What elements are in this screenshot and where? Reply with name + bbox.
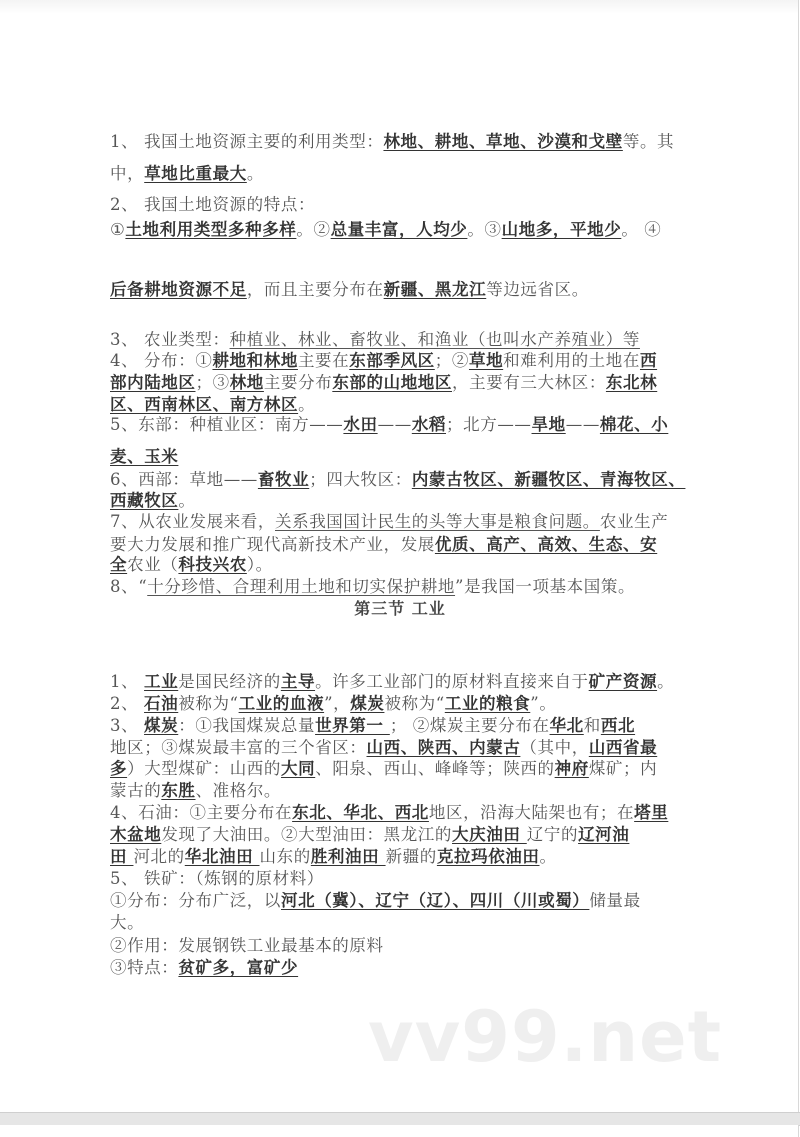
plain-text: 。 [539, 847, 557, 866]
plain-text: 。③ [467, 220, 502, 239]
plain-text: 5、东部：种植业区：南方—— [110, 415, 344, 434]
key-term: 西北 [600, 716, 636, 735]
plain-text: 主要分布 [263, 373, 333, 392]
key-term: 大同 [281, 759, 316, 778]
plain-text: 要大力发展和推广现代高新技术产业，发展 [110, 535, 435, 554]
plain-text: 等。其 [622, 132, 675, 151]
key-term: 辽河油 [578, 825, 630, 844]
section1-item-8-line-3 [110, 551, 273, 575]
plain-text: 发现了大油田。②大型油田：黑龙江的 [161, 825, 453, 844]
plain-text: 地区；③煤炭最丰富的三个省区： [110, 738, 367, 757]
plain-text: ”， [324, 694, 351, 713]
key-term: 煤炭 [350, 694, 385, 713]
plain-text: 和 [583, 716, 601, 735]
plain-text: ①分布：分布广泛，以 [110, 891, 281, 910]
plain-text: —— [377, 415, 412, 434]
plain-text: —— [565, 415, 600, 434]
key-term: 旱地 [531, 415, 566, 434]
key-term: 河北（冀）、辽宁（辽）、四川（川或蜀） [281, 891, 590, 910]
plain-text: 。许多工业部门的原材料直接来自于 [315, 672, 589, 691]
plain-text: 3、 农业类型： [110, 330, 230, 349]
section2-item-5-line-1 [110, 865, 324, 889]
plain-text: 4、石油：①主要分布在 [110, 803, 293, 822]
plain-text: 5、 铁矿：（炼钢的原材料） [110, 869, 324, 888]
plain-text: ③特点： [110, 958, 179, 977]
key-term: 麦、玉米 [110, 447, 179, 466]
key-term: 主导 [280, 672, 316, 691]
plain-text: 4、 分布：① [110, 351, 213, 370]
plain-text: ；北方—— [446, 415, 532, 434]
key-term: 耕地和林地 [212, 351, 298, 370]
section2-item-4-line-3 [110, 843, 557, 867]
plain-text: 山东的 [259, 847, 311, 866]
section1-item-6-line-2 [110, 443, 178, 467]
key-term: 工业的粮食 [444, 694, 531, 713]
plain-text: 地区，沿海大陆架也有；在 [428, 803, 635, 822]
plain-text: ”。 [530, 694, 557, 713]
key-term: 山地多，平地少 [501, 220, 622, 239]
key-term: 煤炭 [144, 716, 179, 735]
key-term: 优质、高产、高效、生态、安 [434, 535, 658, 554]
section1-item-7-line-1 [110, 466, 685, 490]
section2-item-3-line-1 [110, 712, 635, 736]
key-term: 区、西南林区、南方林区 [110, 395, 299, 414]
plain-text: 、阳泉、西山、峰峰等；陕西的 [315, 759, 555, 778]
key-term: 总量丰富，人均少 [330, 220, 468, 239]
plain-text: 农业生产 [599, 512, 669, 531]
key-term: 棉花、小 [599, 415, 669, 434]
key-term: 大庆油田 [452, 825, 527, 844]
key-term: 水稻 [411, 415, 447, 434]
plain-text: 。 [657, 672, 675, 691]
plain-text: 被称为“ [384, 694, 445, 713]
plain-text: 农业（ [127, 555, 179, 574]
plain-text: ① [110, 220, 126, 239]
plain-text: 8、“ [110, 577, 148, 596]
watermark-text: vv99.net [368, 996, 723, 1078]
plain-text: 是国民经济的 [178, 672, 281, 691]
plain-text: 。 [246, 164, 264, 183]
section1-item-1-line-2 [110, 160, 264, 184]
plain-text: ）大型煤矿：山西的 [127, 759, 282, 778]
plain-text: ”是我国一项基本国策。 [455, 577, 636, 596]
key-term: 土地利用类型多种多样 [125, 220, 297, 239]
plain-text: ； ②煤炭主要分布在 [389, 716, 550, 735]
plain-text: 3、 [110, 716, 145, 735]
plain-text: 被称为“ [178, 694, 239, 713]
key-term: 田 [110, 847, 134, 866]
plain-text: 蒙古的 [110, 781, 162, 800]
key-term: 部内陆地区 [110, 373, 196, 392]
section1-item-1-line-1 [110, 128, 674, 152]
underlined-text: 关系我国国计民生的头等大事是粮食问题。 [275, 512, 600, 531]
key-term: 多 [110, 759, 128, 778]
plain-text: 河北的 [133, 847, 185, 866]
section2-item-6-line-1 [110, 887, 641, 911]
key-term: 西 [639, 351, 658, 370]
plain-text: 中， [110, 164, 145, 183]
plain-text: 煤矿；内 [588, 759, 658, 778]
key-term: 华北 [549, 716, 584, 735]
plain-text: 6、西部：草地—— [110, 470, 258, 489]
page-top-shadow [0, 0, 798, 14]
plain-text: 。 ④ [621, 220, 662, 239]
plain-text: 储量最 [589, 891, 641, 910]
key-term: 华北油田 [184, 847, 260, 866]
plain-text: 2、 我国土地资源的特点： [110, 195, 316, 214]
plain-text: 1、 我国土地资源主要的利用类型： [110, 132, 384, 151]
section1-item-5-line-2 [110, 369, 657, 393]
plain-text: ，主要有三大林区： [452, 373, 606, 392]
section2-item-1-line-1 [110, 668, 674, 692]
key-term: 世界第一 [315, 716, 390, 735]
plain-text: ）。 [246, 555, 273, 574]
key-term: 山西、陕西、内蒙古 [366, 738, 521, 757]
plain-text: ；③ [195, 373, 230, 392]
section2-item-8-line-1 [110, 954, 298, 978]
plain-text: 辽宁的 [526, 825, 579, 844]
key-term: 矿产资源 [588, 672, 658, 691]
key-term: 山西省最 [588, 738, 658, 757]
key-term: 林地 [229, 373, 264, 392]
plain-text: 和难利用的土地在 [503, 351, 640, 370]
section1-item-3-line-2 [110, 276, 589, 300]
section2-item-2-line-1 [110, 690, 556, 714]
key-term: 草地比重最大 [144, 164, 247, 183]
key-term: 神府 [554, 759, 589, 778]
underlined-text: 十分珍惜、合理利用土地和切实保护耕地 [147, 577, 456, 596]
key-term: 贫矿多，富矿少 [178, 958, 299, 977]
plain-text: ；② [434, 351, 469, 370]
key-term: 东胜 [161, 781, 196, 800]
section2-item-7-line-1 [110, 932, 384, 956]
plain-text: 。 [298, 395, 316, 414]
section1-item-5-line-1 [110, 347, 657, 371]
plain-text: ②作用：发展钢铁工业最基本的原料 [110, 936, 384, 955]
key-term: 科技兴农 [178, 555, 247, 574]
key-term: 林地、耕地、草地、沙漠和戈壁 [383, 132, 623, 151]
section2-item-3-line-4 [110, 777, 281, 801]
key-term: 工业的血液 [238, 694, 325, 713]
plain-text: 。 [178, 491, 196, 510]
key-term: 草地 [468, 351, 504, 370]
key-term: 东部季风区 [349, 351, 435, 370]
key-term: 内蒙古牧区、新疆牧区、青海牧区、 [411, 470, 686, 489]
section2-item-4-line-2 [110, 821, 629, 845]
key-term: 东北、华北、西北 [292, 803, 429, 822]
plain-text: 、准格尔。 [195, 781, 282, 800]
section1-item-9-line-1 [110, 573, 635, 597]
next-page-edge [0, 1125, 799, 1137]
key-term: 新疆、黑龙江 [383, 280, 487, 299]
section2-item-3-line-3 [110, 755, 657, 779]
key-term: 塔里 [634, 803, 669, 822]
plain-text: 主要在 [297, 351, 350, 370]
key-term: 木盆地 [110, 825, 162, 844]
section1-item-6-line-1 [110, 411, 668, 435]
plain-text: ；四大牧区： [309, 470, 412, 489]
key-term: 东北林 [605, 373, 658, 392]
section1-item-3-line-1 [110, 216, 661, 240]
section1-item-2-line-1 [110, 191, 315, 215]
section1-item-8-line-1 [110, 508, 668, 532]
plain-text: 大。 [110, 913, 145, 932]
section2-item-4-line-1 [110, 799, 668, 823]
page-separator [0, 1112, 800, 1126]
plain-text: 7、从农业发展来看， [110, 512, 275, 531]
key-term: 后备耕地资源不足 [110, 280, 247, 299]
key-term: 畜牧业 [257, 470, 310, 489]
plain-text: 。② [296, 220, 331, 239]
plain-text: 1、 [110, 672, 145, 691]
key-term: 西藏牧区 [110, 491, 179, 510]
key-term: 工业 [144, 672, 179, 691]
plain-text: 2、 [110, 694, 145, 713]
key-term: 东部的山地地区 [332, 373, 453, 392]
section-heading-industry: 第三节 工业 [354, 599, 446, 618]
key-term: 石油 [144, 694, 179, 713]
key-term: 全 [110, 555, 128, 574]
plain-text: （其中， [520, 738, 589, 757]
plain-text: 等边远省区。 [486, 280, 589, 299]
key-term: 水田 [343, 415, 378, 434]
underlined-text: 种植业、林业、畜牧业、和渔业（也叫水产养殖业）等 [229, 330, 640, 349]
plain-text: ，而且主要分布在 [246, 280, 384, 299]
plain-text: 新疆的 [385, 847, 437, 866]
key-term: 克拉玛依油田 [436, 847, 540, 866]
section2-item-6-line-2 [110, 909, 144, 933]
key-term: 胜利油田 [310, 847, 386, 866]
plain-text: ：①我国煤炭总量 [178, 716, 316, 735]
